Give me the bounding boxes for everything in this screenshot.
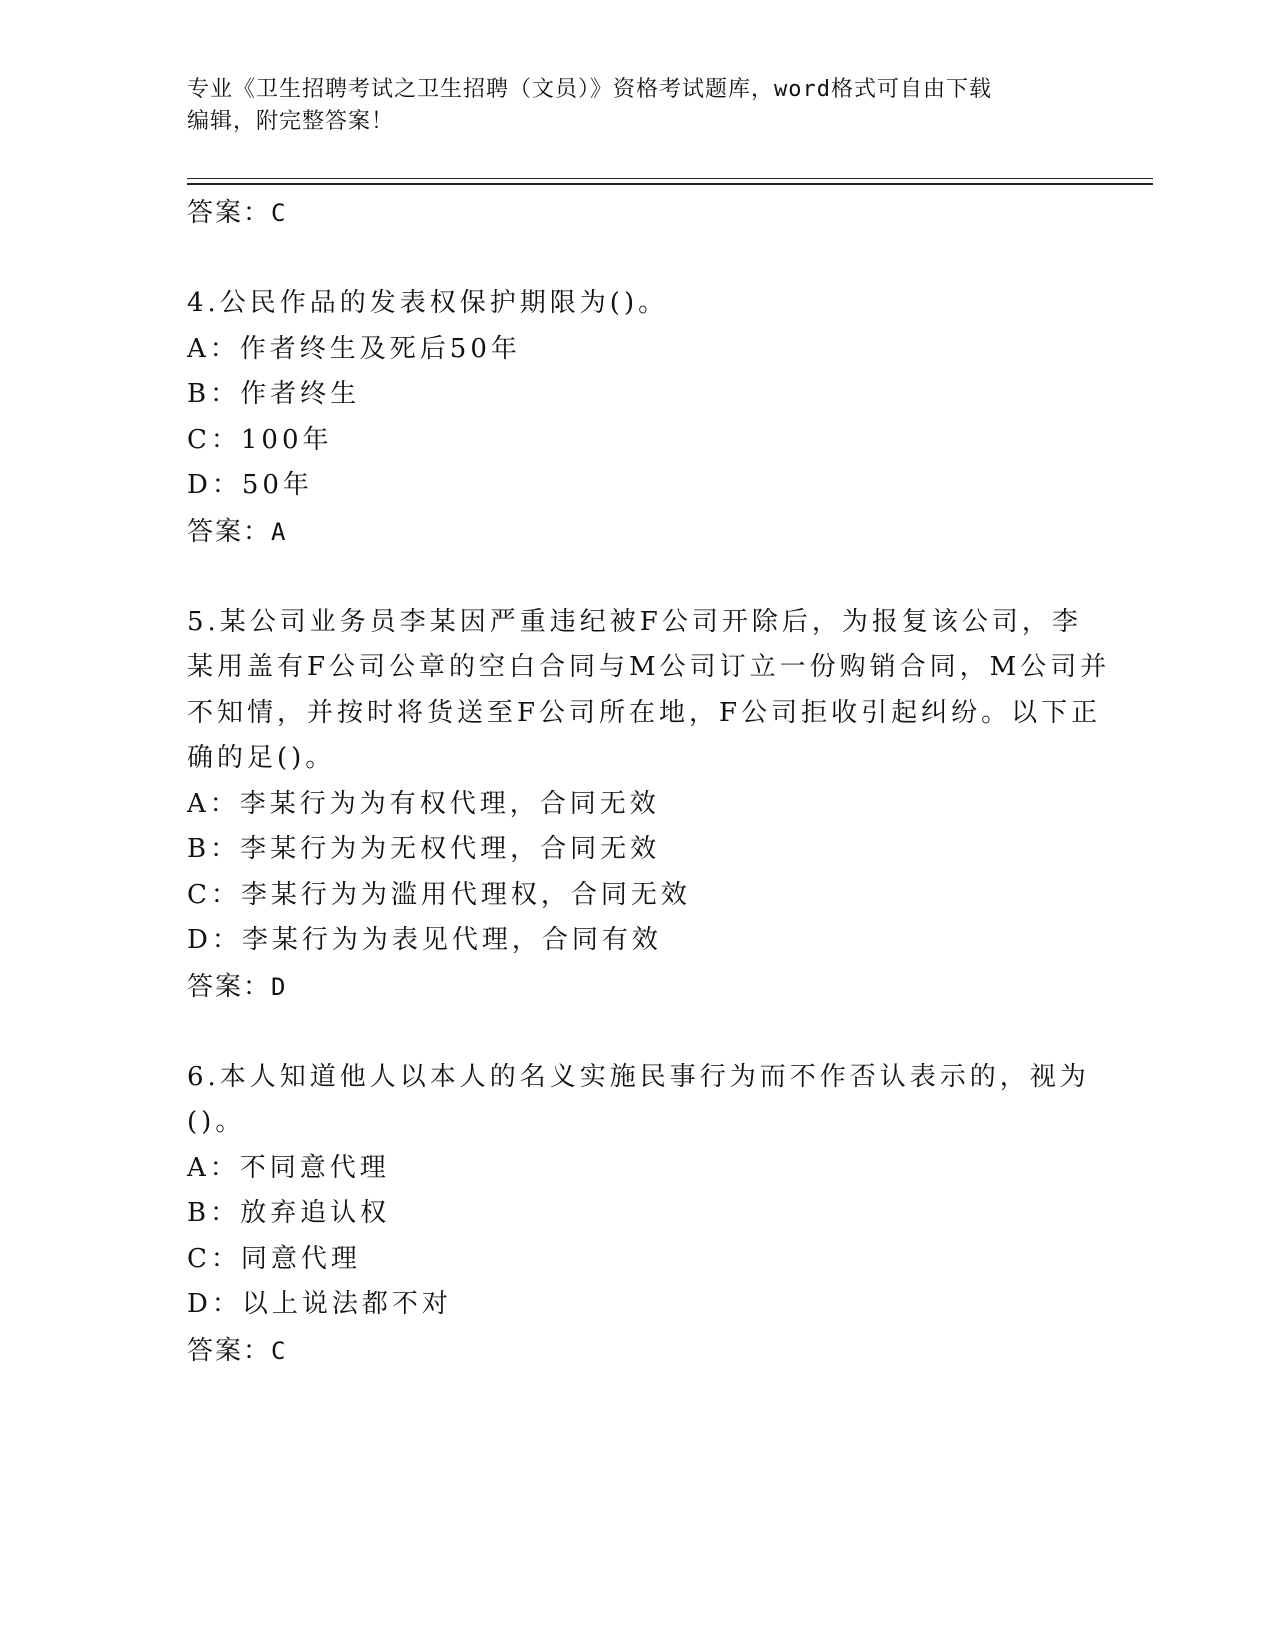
answer-value: A	[271, 517, 286, 546]
option-a: A：不同意代理	[187, 1152, 390, 1183]
option-b: B：作者终生	[187, 379, 361, 409]
question-stem: 不知情，并按时将货送至F公司所在地，F公司拒收引起纠纷。以下正	[187, 697, 1102, 728]
option-a: A：李某行为为有权代理，合同无效	[187, 788, 660, 819]
question-block	[187, 281, 1087, 555]
answer-line	[187, 1328, 1087, 1374]
answer-label: 答案：	[187, 516, 272, 547]
header-divider-thin	[187, 178, 1153, 179]
option-c: C：李某行为为滥用代理权，合同无效	[187, 879, 691, 910]
answer-label: 答案：	[187, 971, 272, 1002]
question-list	[187, 190, 1111, 1374]
option-d: D：李某行为为表见代理，合同有效	[187, 925, 662, 955]
option-a: A：作者终生及死后50年	[187, 333, 521, 364]
question-stem: 某用盖有F公司公章的空白合同与M公司订立一份购销合同，M公司并	[187, 652, 1111, 682]
option-c: C：100年	[187, 424, 333, 455]
question-stem: 5.某公司业务员李某因严重违纪被F公司开除后，为报复该公司，李	[187, 606, 1082, 637]
answer-value: C	[271, 199, 286, 227]
option-b: B：李某行为为无权代理，合同无效	[187, 834, 661, 864]
question-block	[187, 1055, 1090, 1374]
answer-label: 答案：	[187, 1335, 272, 1366]
document-header	[187, 74, 1087, 138]
question-stem: 6.本人知道他人以本人的名义实施民事行为而不作否认表示的，视为	[187, 1061, 1090, 1092]
option-b: B：放弃追认权	[187, 1198, 391, 1228]
question-stem: ()。	[187, 1107, 246, 1137]
answer-line	[187, 509, 1087, 555]
header-line-2: 编辑，附完整答案！	[187, 109, 395, 134]
option-d: D：以上说法都不对	[187, 1289, 452, 1319]
question-stem: 确的足()。	[187, 743, 336, 773]
answer-line	[187, 964, 1087, 1010]
header-line-1: 专业《卫生招聘考试之卫生招聘（文员）》资格考试题库，word格式可自由下载	[187, 77, 992, 102]
answer-label: 答案：	[187, 198, 272, 228]
header-divider-thick	[187, 183, 1153, 185]
question-block	[187, 600, 1111, 1010]
answer-line	[187, 190, 1087, 236]
option-d: D：50年	[187, 470, 313, 500]
answer-value: D	[271, 972, 286, 1001]
answer-value: C	[271, 1336, 286, 1365]
option-c: C：同意代理	[187, 1243, 361, 1274]
question-stem: 4.公民作品的发表权保护期限为()。	[187, 288, 669, 318]
